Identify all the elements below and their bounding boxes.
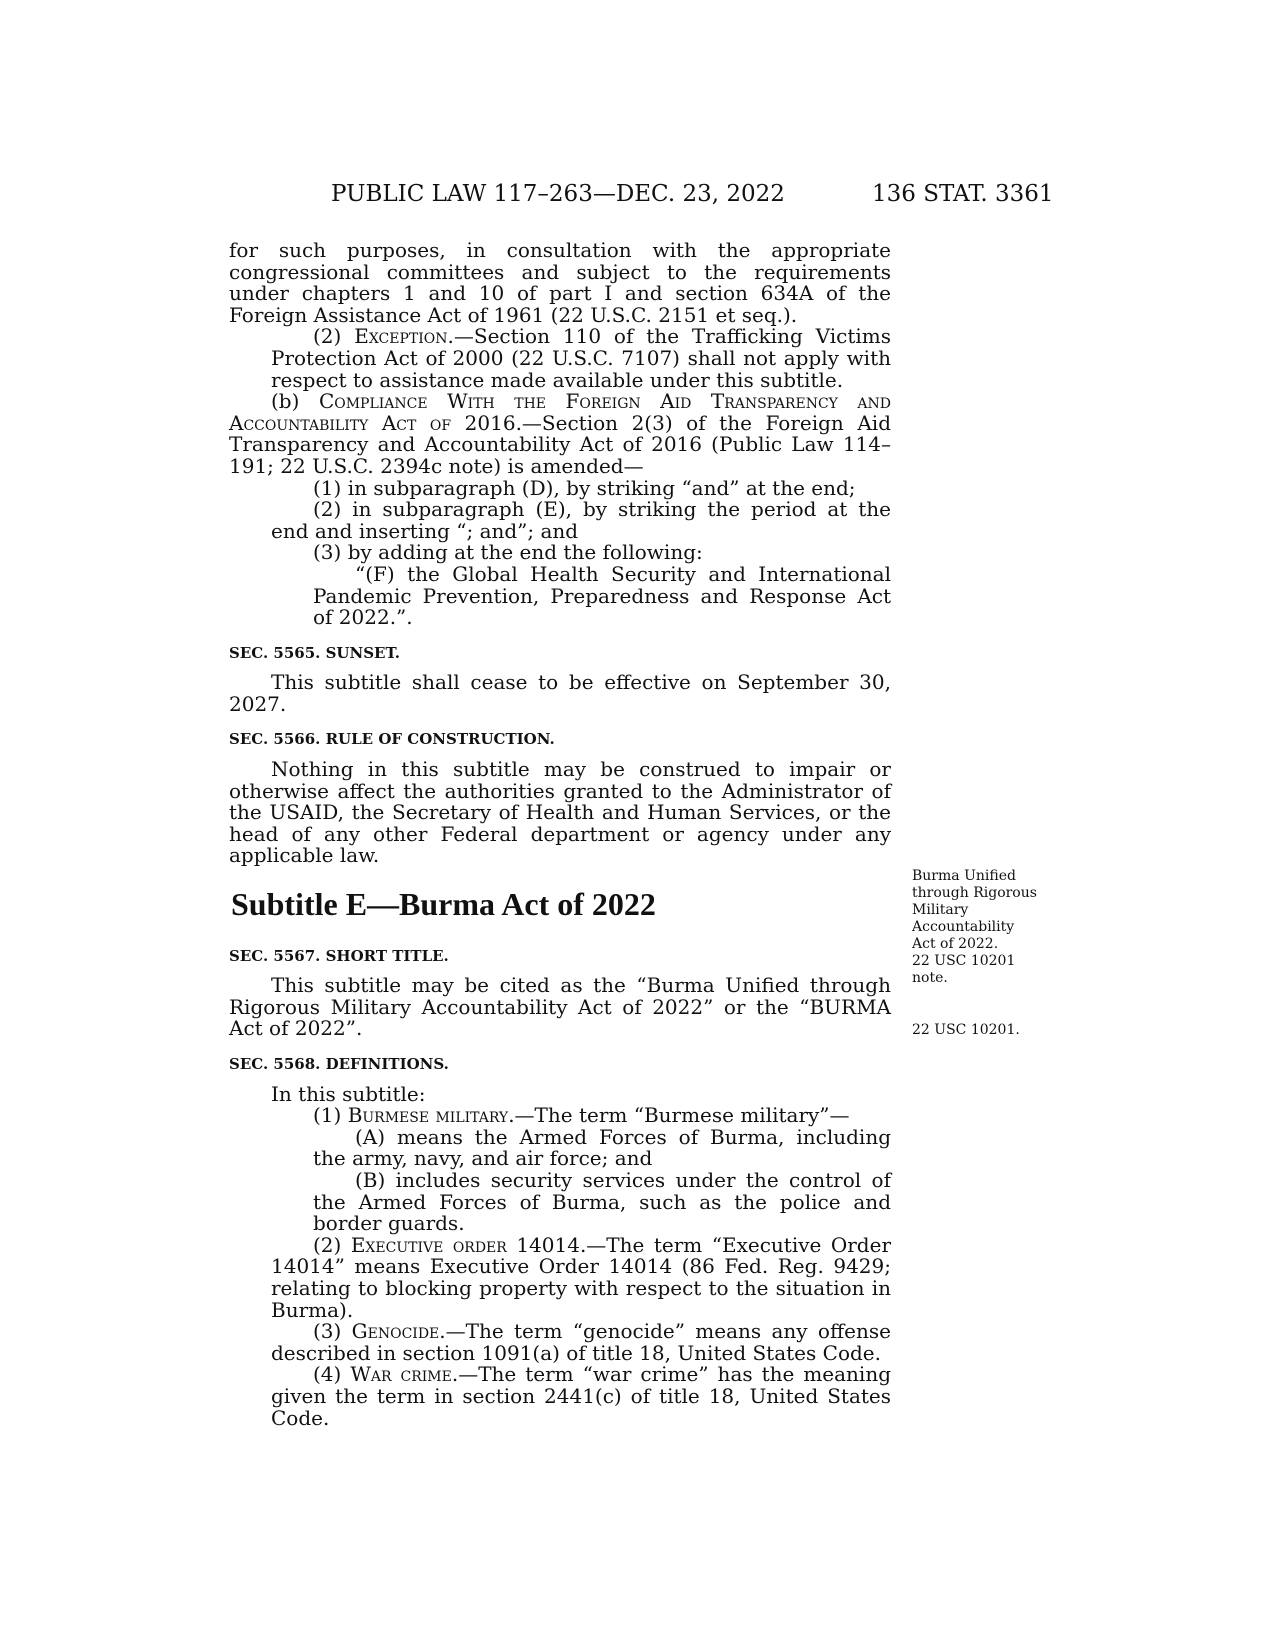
paragraph-compliance: (b) Compliance With the Foreign Aid Transparency and Accountability Act of 2016.—Section 2(3) of the Foreign Aid Transparency and Accountability Act of 2016 (Public Law 114–191; 22 U.S.C. 2394c note) is amended— bbox=[229, 389, 892, 478]
definition-1b: (B) includes security services under the control of the Armed Forces of Burma, such as the police and border guards. bbox=[313, 1167, 891, 1236]
running-header-title: PUBLIC LAW 117–263—DEC. 23, 2022 bbox=[331, 181, 785, 207]
section-heading-5566: SEC. 5566. RULE OF CONSTRUCTION. bbox=[229, 730, 555, 749]
section-heading-5568: SEC. 5568. DEFINITIONS. bbox=[229, 1055, 449, 1073]
short-title-text: This subtitle may be cited as the “Burma Unified through Rigorous Military Accountability Act of 2022” or the “BURMA Act of 2022”. bbox=[229, 973, 891, 1041]
paragraph-continuation: for such purposes, in consultation with the appropriate congressional committees and subject to the requirements under chapters 1 and 10 of part I and section 634A of the Foreign Assistance Act of 1961 (22 U.S.C. 2151 et seq.). bbox=[229, 238, 891, 327]
margin-note-definitions: 22 USC 10201. bbox=[912, 1022, 1020, 1038]
definition-3: (3) Genocide.—The term “genocide” means any offense described in section 1091(a) of title 18, United States Code. bbox=[271, 1319, 891, 1365]
definition-1: (1) Burmese military.—The term “Burmese military”— bbox=[313, 1103, 850, 1128]
paragraph-exception: (2) Exception.—Section 110 of the Trafficking Victims Protection Act of 2000 (22 U.S.C. 7107) shall not apply with respect to assistance made available under this subtitle. bbox=[271, 324, 892, 392]
definition-1a: (A) means the Armed Forces of Burma, including the army, navy, and air force; and bbox=[313, 1124, 891, 1171]
page-statute-number: 136 STAT. 3361 bbox=[872, 181, 1054, 207]
section-heading-5567: SEC. 5567. SHORT TITLE. bbox=[229, 946, 449, 965]
section-heading-5565: SEC. 5565. SUNSET. bbox=[229, 643, 400, 662]
margin-note-usc-note: 22 USC 10201 note. bbox=[912, 953, 1016, 986]
subtitle-heading: Subtitle E—Burma Act of 2022 bbox=[231, 886, 656, 923]
quoted-text: “(F) the Global Health Security and International Pandemic Prevention, Preparedness and Response Act of 2022.”. bbox=[313, 561, 891, 630]
amend-item-3: (3) by adding at the end the following: bbox=[313, 540, 703, 565]
definition-4: (4) War crime.—The term “war crime” has the meaning given the term in section 2441(c) of title 18, United States Code. bbox=[271, 1362, 892, 1430]
margin-note-short-title bbox=[912, 868, 1042, 987]
rule-of-construction-text: Nothing in this subtitle may be construed to impair or otherwise affect the authorities granted to the Administrator of the USAID, the Secretary of Health and Human Services, or the head of any other Federal department or agency under any applicable law. bbox=[229, 757, 891, 868]
definition-2: (2) Executive order 14014.—The term “Executive Order 14014” means Executive Order 14014 (86 Fed. Reg. 9429; relating to blocking property with respect to the situation in Burma). bbox=[271, 1232, 891, 1322]
amend-item-2: (2) in subparagraph (E), by striking the period at the end and inserting “; and”; and bbox=[271, 497, 891, 543]
margin-note-act-name: Burma Unified through Rigorous Military Accountability Act of 2022. bbox=[912, 868, 1037, 952]
document-body bbox=[229, 240, 891, 1429]
sunset-text: This subtitle shall cease to be effective on September 30, 2027. bbox=[229, 670, 891, 716]
definitions-intro: In this subtitle: bbox=[271, 1081, 426, 1106]
amend-item-1: (1) in subparagraph (D), by striking “and” at the end; bbox=[313, 475, 856, 500]
